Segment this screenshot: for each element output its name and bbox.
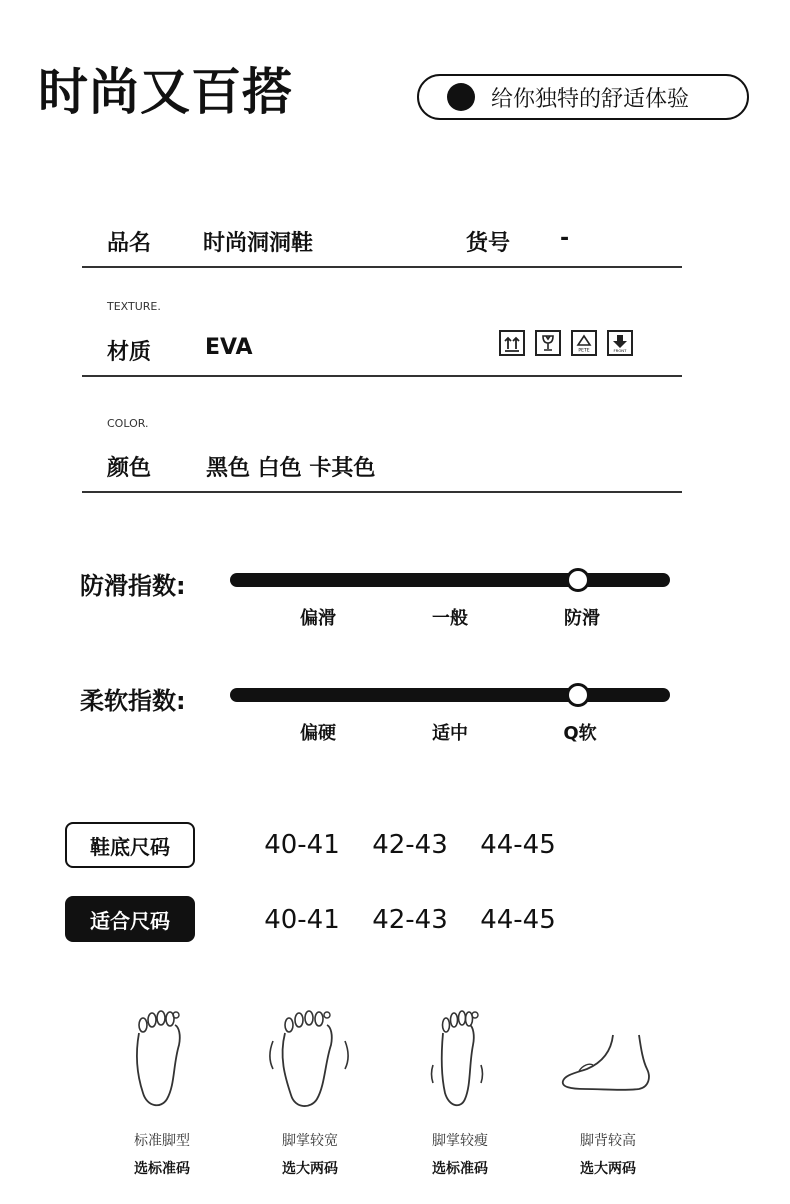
foot-advice-1: 选标准码: [134, 1161, 190, 1177]
bullet-dot-icon: [447, 83, 475, 111]
care-icons: [499, 330, 633, 356]
fit-size-1: 40-41: [264, 905, 340, 935]
foot-advice-3: 选标准码: [432, 1161, 488, 1177]
tagline-text: 给你独特的舒适体验: [491, 86, 690, 112]
color-label: 颜色: [107, 456, 152, 481]
tagline-pill: [417, 74, 749, 120]
this-way-up-icon: [499, 330, 525, 356]
sku-label: 货号: [466, 231, 511, 256]
antislip-title: 防滑指数:: [80, 572, 186, 600]
fit-size-3: 44-45: [480, 905, 556, 935]
sole-size-label: 鞋底尺码: [65, 822, 195, 868]
color-en-label: COLOR.: [107, 417, 149, 430]
fragile-icon: [535, 330, 561, 356]
antislip-tick-high: 防滑: [564, 608, 600, 629]
high-instep-foot-icon: [553, 1005, 663, 1115]
divider-2: [82, 375, 682, 377]
softness-title: 柔软指数:: [80, 687, 186, 715]
recycle-pete-icon: [571, 330, 597, 356]
sku-value: -: [560, 226, 570, 251]
sole-size-1: 40-41: [264, 830, 340, 860]
softness-knob: [566, 683, 590, 707]
name-value: 时尚洞洞鞋: [203, 231, 314, 256]
wide-foot-icon: [265, 1005, 355, 1115]
softness-tick-mid: 适中: [432, 723, 468, 744]
foot-advice-2: 选大两码: [282, 1161, 338, 1177]
narrow-foot-icon: [415, 1005, 505, 1115]
softness-tick-low: 偏硬: [300, 723, 336, 744]
name-label: 品名: [107, 231, 152, 256]
softness-tick-high: Q软: [563, 723, 597, 744]
antislip-tick-low: 偏滑: [300, 608, 336, 629]
material-value: EVA: [205, 335, 253, 360]
material-label: 材质: [107, 340, 152, 365]
front-arrow-icon: [607, 330, 633, 356]
divider-3: [82, 491, 682, 493]
softness-track: [230, 688, 670, 702]
color-value: 黑色 白色 卡其色: [206, 456, 376, 481]
antislip-tick-mid: 一般: [432, 608, 468, 629]
foot-caption-3: 脚掌较瘦: [432, 1133, 488, 1149]
foot-caption-1: 标准脚型: [134, 1133, 190, 1149]
antislip-track: [230, 573, 670, 587]
foot-caption-2: 脚掌较宽: [282, 1133, 338, 1149]
divider-1: [82, 266, 682, 268]
pete-text: PETE: [578, 348, 590, 353]
antislip-knob: [566, 568, 590, 592]
front-text: FRONT: [613, 348, 627, 353]
page-title: 时尚又百搭: [38, 63, 293, 121]
sole-size-2: 42-43: [372, 830, 448, 860]
sole-size-3: 44-45: [480, 830, 556, 860]
foot-advice-4: 选大两码: [580, 1161, 636, 1177]
texture-en-label: TEXTURE.: [107, 300, 161, 313]
fit-size-label: 适合尺码: [65, 896, 195, 942]
standard-foot-icon: [117, 1005, 207, 1115]
foot-caption-4: 脚背较高: [580, 1133, 636, 1149]
fit-size-2: 42-43: [372, 905, 448, 935]
